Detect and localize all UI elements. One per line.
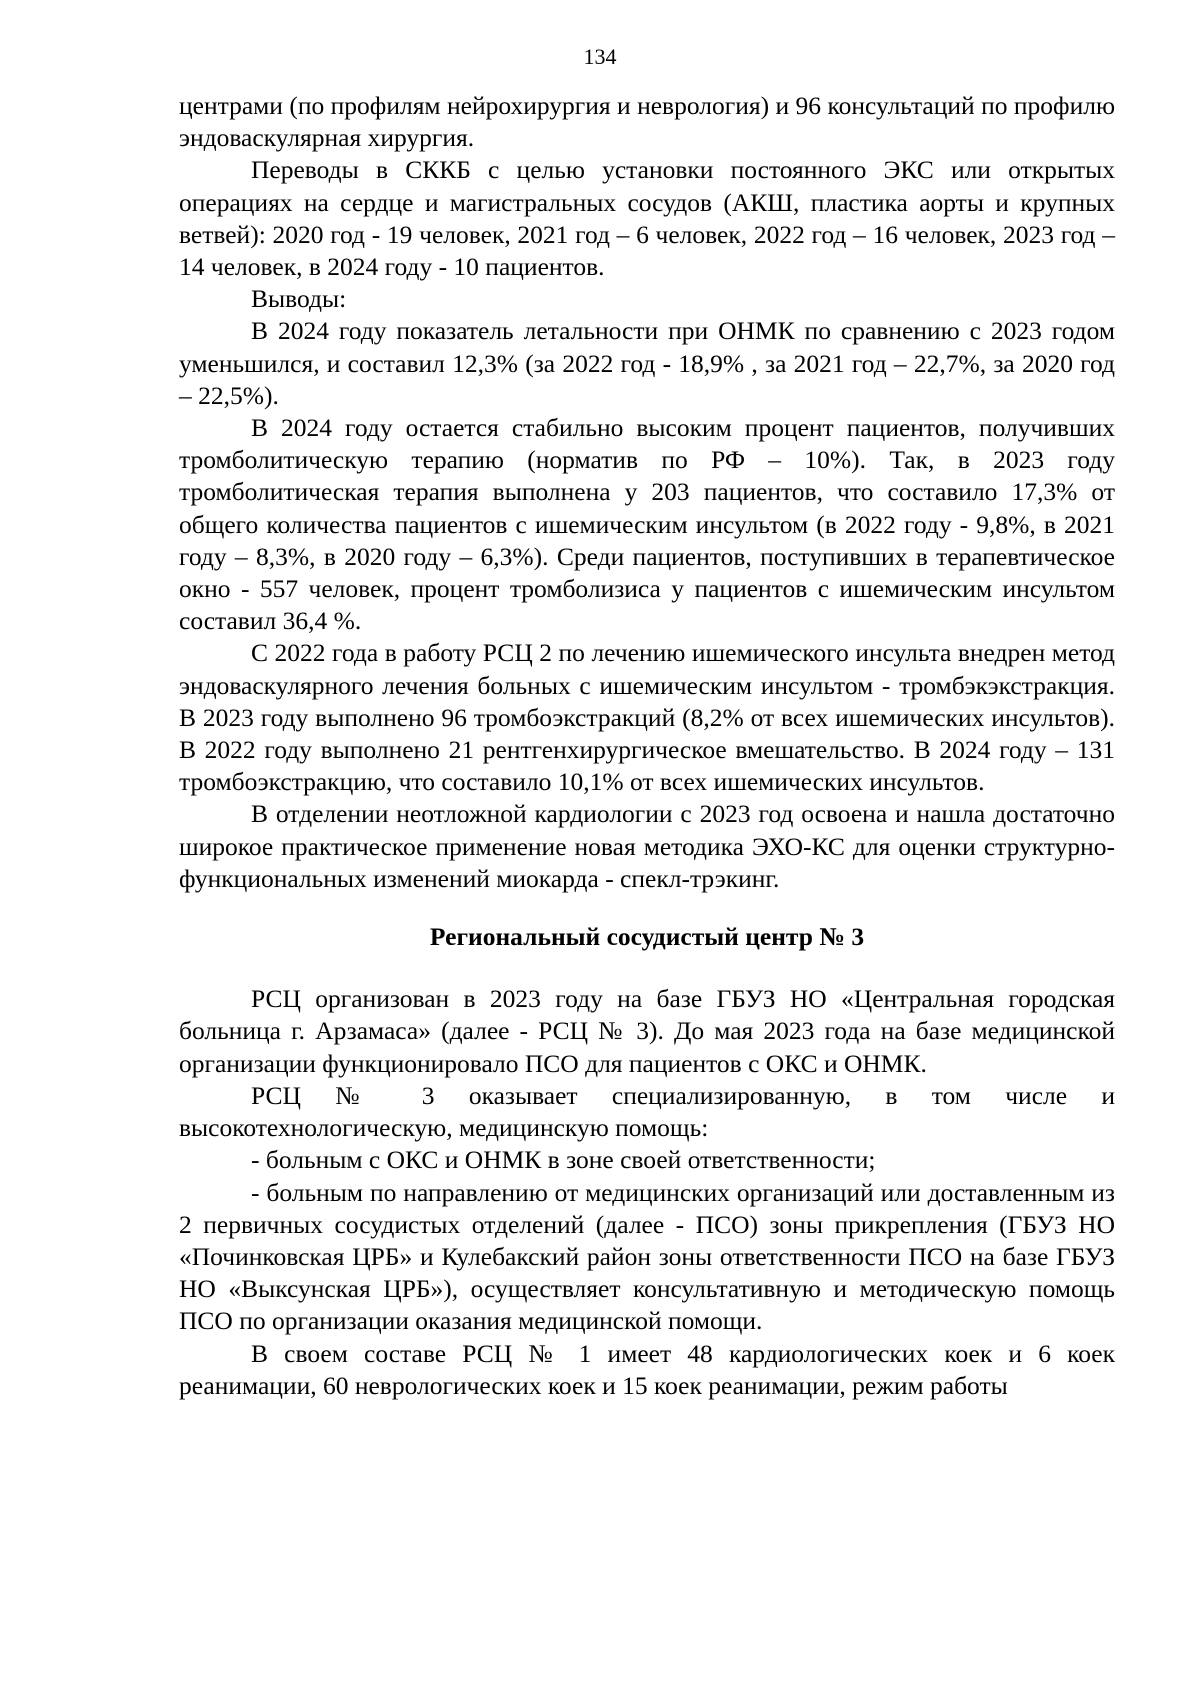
paragraph-1: центрами (по профилям нейрохирургия и неврология) и 96 консультаций по профилю эндоваскулярная хирургия. [179,91,1115,153]
paragraph-3: Выводы: [251,284,347,314]
paragraph-10: - больным с ОКС и ОНМК в зоне своей ответственности; [251,1145,876,1175]
paragraph-11: - больным по направлению от медицинских организаций или доставленным из 2 первичных сосудистых отделений (далее - ПСО) зоны прикрепления (ГБУЗ НО «Починковская ЦРБ» и Кулебакский район зоны ответственности ПСО на базе ГБУЗ НО «Выксунская ЦРБ»), осуществляет консультативную и методическую помощь ПСО по организации оказания медицинской помощи. [179,1177,1115,1336]
paragraph-4: В 2024 году показатель летальности при ОНМК по сравнению с 2023 годом уменьшился, и составил 12,3% (за 2022 год - 18,9% , за 2021 год – 22,7%, за 2020 год – 22,5%). [179,316,1115,410]
paragraph-7: В отделении неотложной кардиологии с 2023 год освоена и нашла достаточно широкое практическое применение новая методика ЭХО-КС для оценки структурно-функциональных изменений миокарда - спекл-трэкинг. [179,799,1115,893]
paragraph-12: В своем составе РСЦ № 1 имеет 48 кардиологических коек и 6 коек реанимации, 60 неврологических коек и 15 коек реанимации, режим работы [179,1338,1115,1400]
paragraph-8: РСЦ организован в 2023 году на базе ГБУЗ НО «Центральная городская больница г. Арзамаса» (далее - РСЦ № 3). До мая 2023 года на базе медицинской организации функционировало ПСО для пациентов с ОКС и ОНМК. [179,984,1115,1078]
section-heading: Региональный сосудистый центр № 3 [429,922,865,952]
paragraph-5: В 2024 году остается стабильно высоким процент пациентов, получивших тромболитическую терапию (норматив по РФ – 10%). Так, в 2023 году тромболитическая терапия выполнена у 203 пациентов, что составило 17,3% от общего количества пациентов с ишемическим инсультом (в 2022 году - 9,8%, в 2021 году – 8,3%, в 2020 году – 6,3%). Среди пациентов, поступивших в терапевтическое окно - 557 человек, процент тромболизиса у пациентов с ишемическим инсультом составил 36,4 %. [179,413,1115,636]
paragraph-6: С 2022 года в работу РСЦ 2 по лечению ишемического инсульта внедрен метод эндоваскулярного лечения больных с ишемическим инсультом - тромбэкэкстракция. В 2023 году выполнено 96 тромбоэкстракций (8,2% от всех ишемических инсультов). В 2022 году выполнено 21 рентгенхирургическое вмешательство. В 2024 году – 131 тромбоэкстракцию, что составило 10,1% от всех ишемических инсультов. [179,638,1115,797]
page-number: 134 [583,44,617,69]
paragraph-2: Переводы в СККБ с целью установки постоянного ЭКС или открытых операциях на сердце и магистральных сосудов (АКШ, пластика аорты и крупных ветвей): 2020 год - 19 человек, 2021 год – 6 человек, 2022 год – 16 человек, 2023 год – 14 человек, в 2024 году - 10 пациентов. [179,155,1115,282]
document-body [179,90,1115,1402]
paragraph-9: РСЦ № 3 оказывает специализированную, в том числе и высокотехнологическую, медицинскую помощь: [179,1080,1115,1143]
